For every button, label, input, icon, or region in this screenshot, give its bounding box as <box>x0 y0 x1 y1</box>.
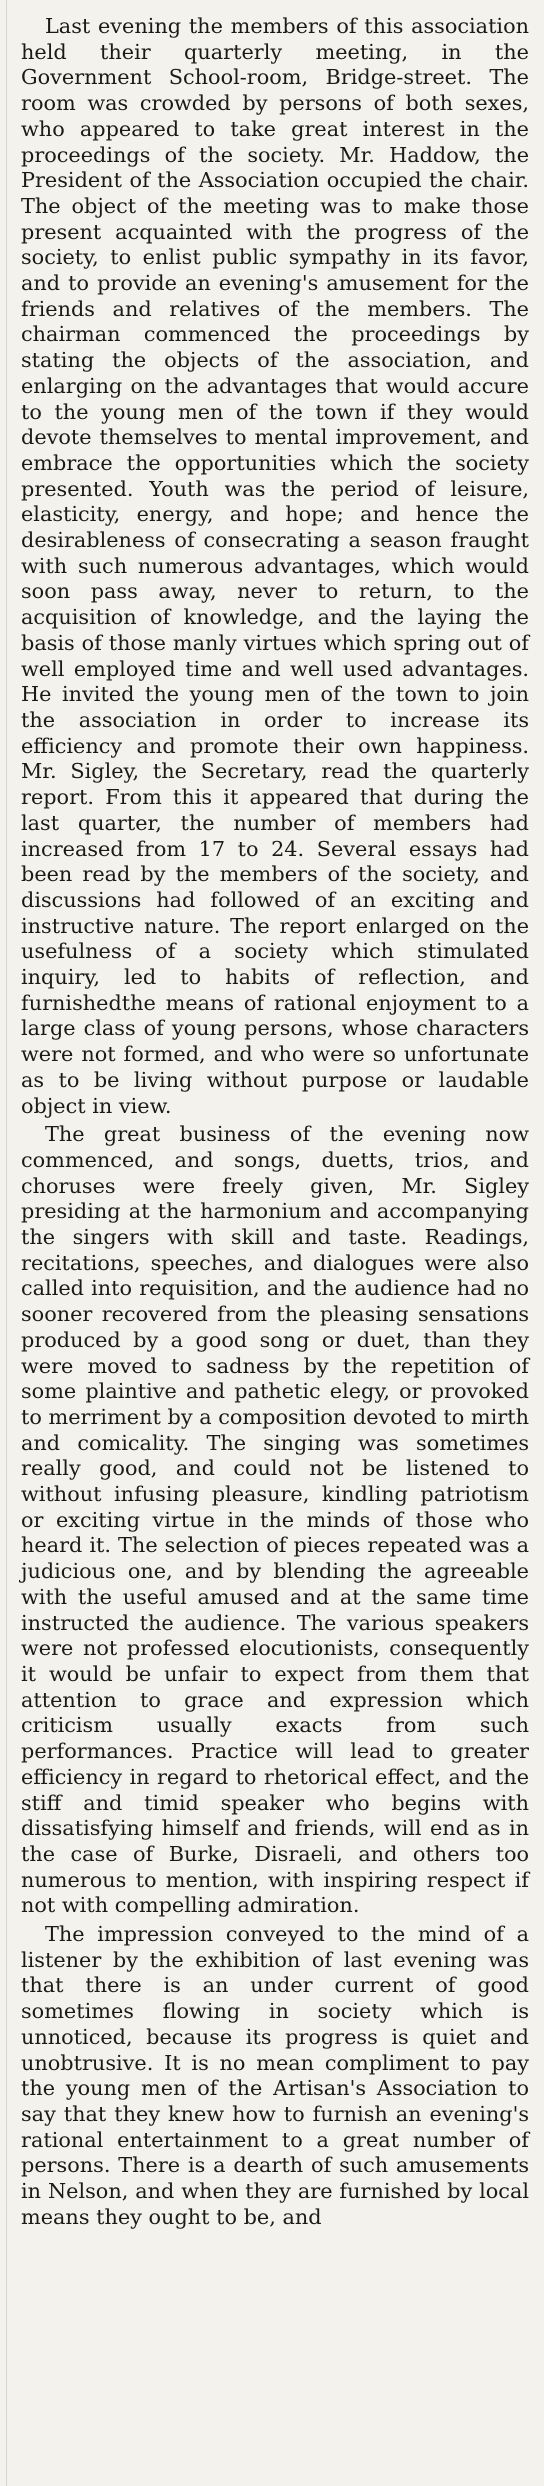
article-paragraph-1: Last evening the members of this association held their quarterly meeting, in the Government School-room, Bridge-street. The room was crowded by persons of both sexes, who appeared to take great interest in the proceedings of the society. Mr. Haddow, the President of the Association occupied the chair. The object of the meeting was to make those present acquainted with the progress of the society, to enlist public sympathy in its favor, and to provide an evening's amusement for the friends and relatives of the members. The chairman commenced the proceedings by stating the objects of the association, and enlarging on the advantages that would accure to the young men of the town if they would devote themselves to mental improvement, and embrace the opportunities which the society presented. Youth was the period of leisure, elasticity, energy, and hope; and hence the desirableness of consecrating a season fraught with such numerous advantages, which would soon pass away, never to return, to the acquisition of knowledge, and the laying the basis of those manly virtues which spring out of well employed time and well used advantages. He invited the young men of the town to join the association in order to increase its efficiency and promote their own happiness. Mr. Sigley, the Secretary, read the quarterly report. From this it appeared that during the last quarter, the number of members had increased from 17 to 24. Several essays had been read by the members of the society, and discussions had followed of an exciting and instructive nature. The report enlarged on the usefulness of a society which stimulated inquiry, led to habits of reflection, and furnishedthe means of rational enjoyment to a large class of young persons, whose characters were not formed, and who were so unfortunate as to be living without purpose or laudable object in view. <box>21 14 529 1118</box>
article-paragraph-3: The impression conveyed to the mind of a listener by the exhibition of last evening was that there is an under current of good sometimes flowing in society which is unnoticed, because its progress is quiet and unobtrusive. It is no mean compliment to pay the young men of the Artisan's Association to say that they knew how to furnish an evening's rational entertainment to a great number of persons. There is a dearth of such amusements in Nelson, and when they are furnished by local means they ought to be, and <box>21 1922 529 2229</box>
column-rule <box>6 0 7 2486</box>
article-column <box>21 14 529 2230</box>
article-paragraph-2: The great business of the evening now commenced, and songs, duetts, trios, and choruses were freely given, Mr. Sigley presiding at the harmonium and accompanying the singers with skill and taste. Readings, recitations, speeches, and dialogues were also called into requisition, and the audience had no sooner recovered from the pleasing sensations produced by a good song or duet, than they were moved to sadness by the repetition of some plaintive and pathetic elegy, or provoked to merriment by a composition devoted to mirth and comicality. The singing was sometimes really good, and could not be listened to without infusing pleasure, kindling patriotism or exciting virtue in the minds of those who heard it. The selection of pieces repeated was a judicious one, and by blending the agreeable with the useful amused and at the same time instructed the audience. The various speakers were not professed elocutionists, consequently it would be unfair to expect from them that attention to grace and expression which criticism usually exacts from such performances. Practice will lead to greater efficiency in regard to rhetorical effect, and the stiff and timid speaker who begins with dissatisfying himself and friends, will end as in the case of Burke, Disraeli, and others too numerous to mention, with inspiring respect if not with compelling admiration. <box>21 1122 529 1918</box>
